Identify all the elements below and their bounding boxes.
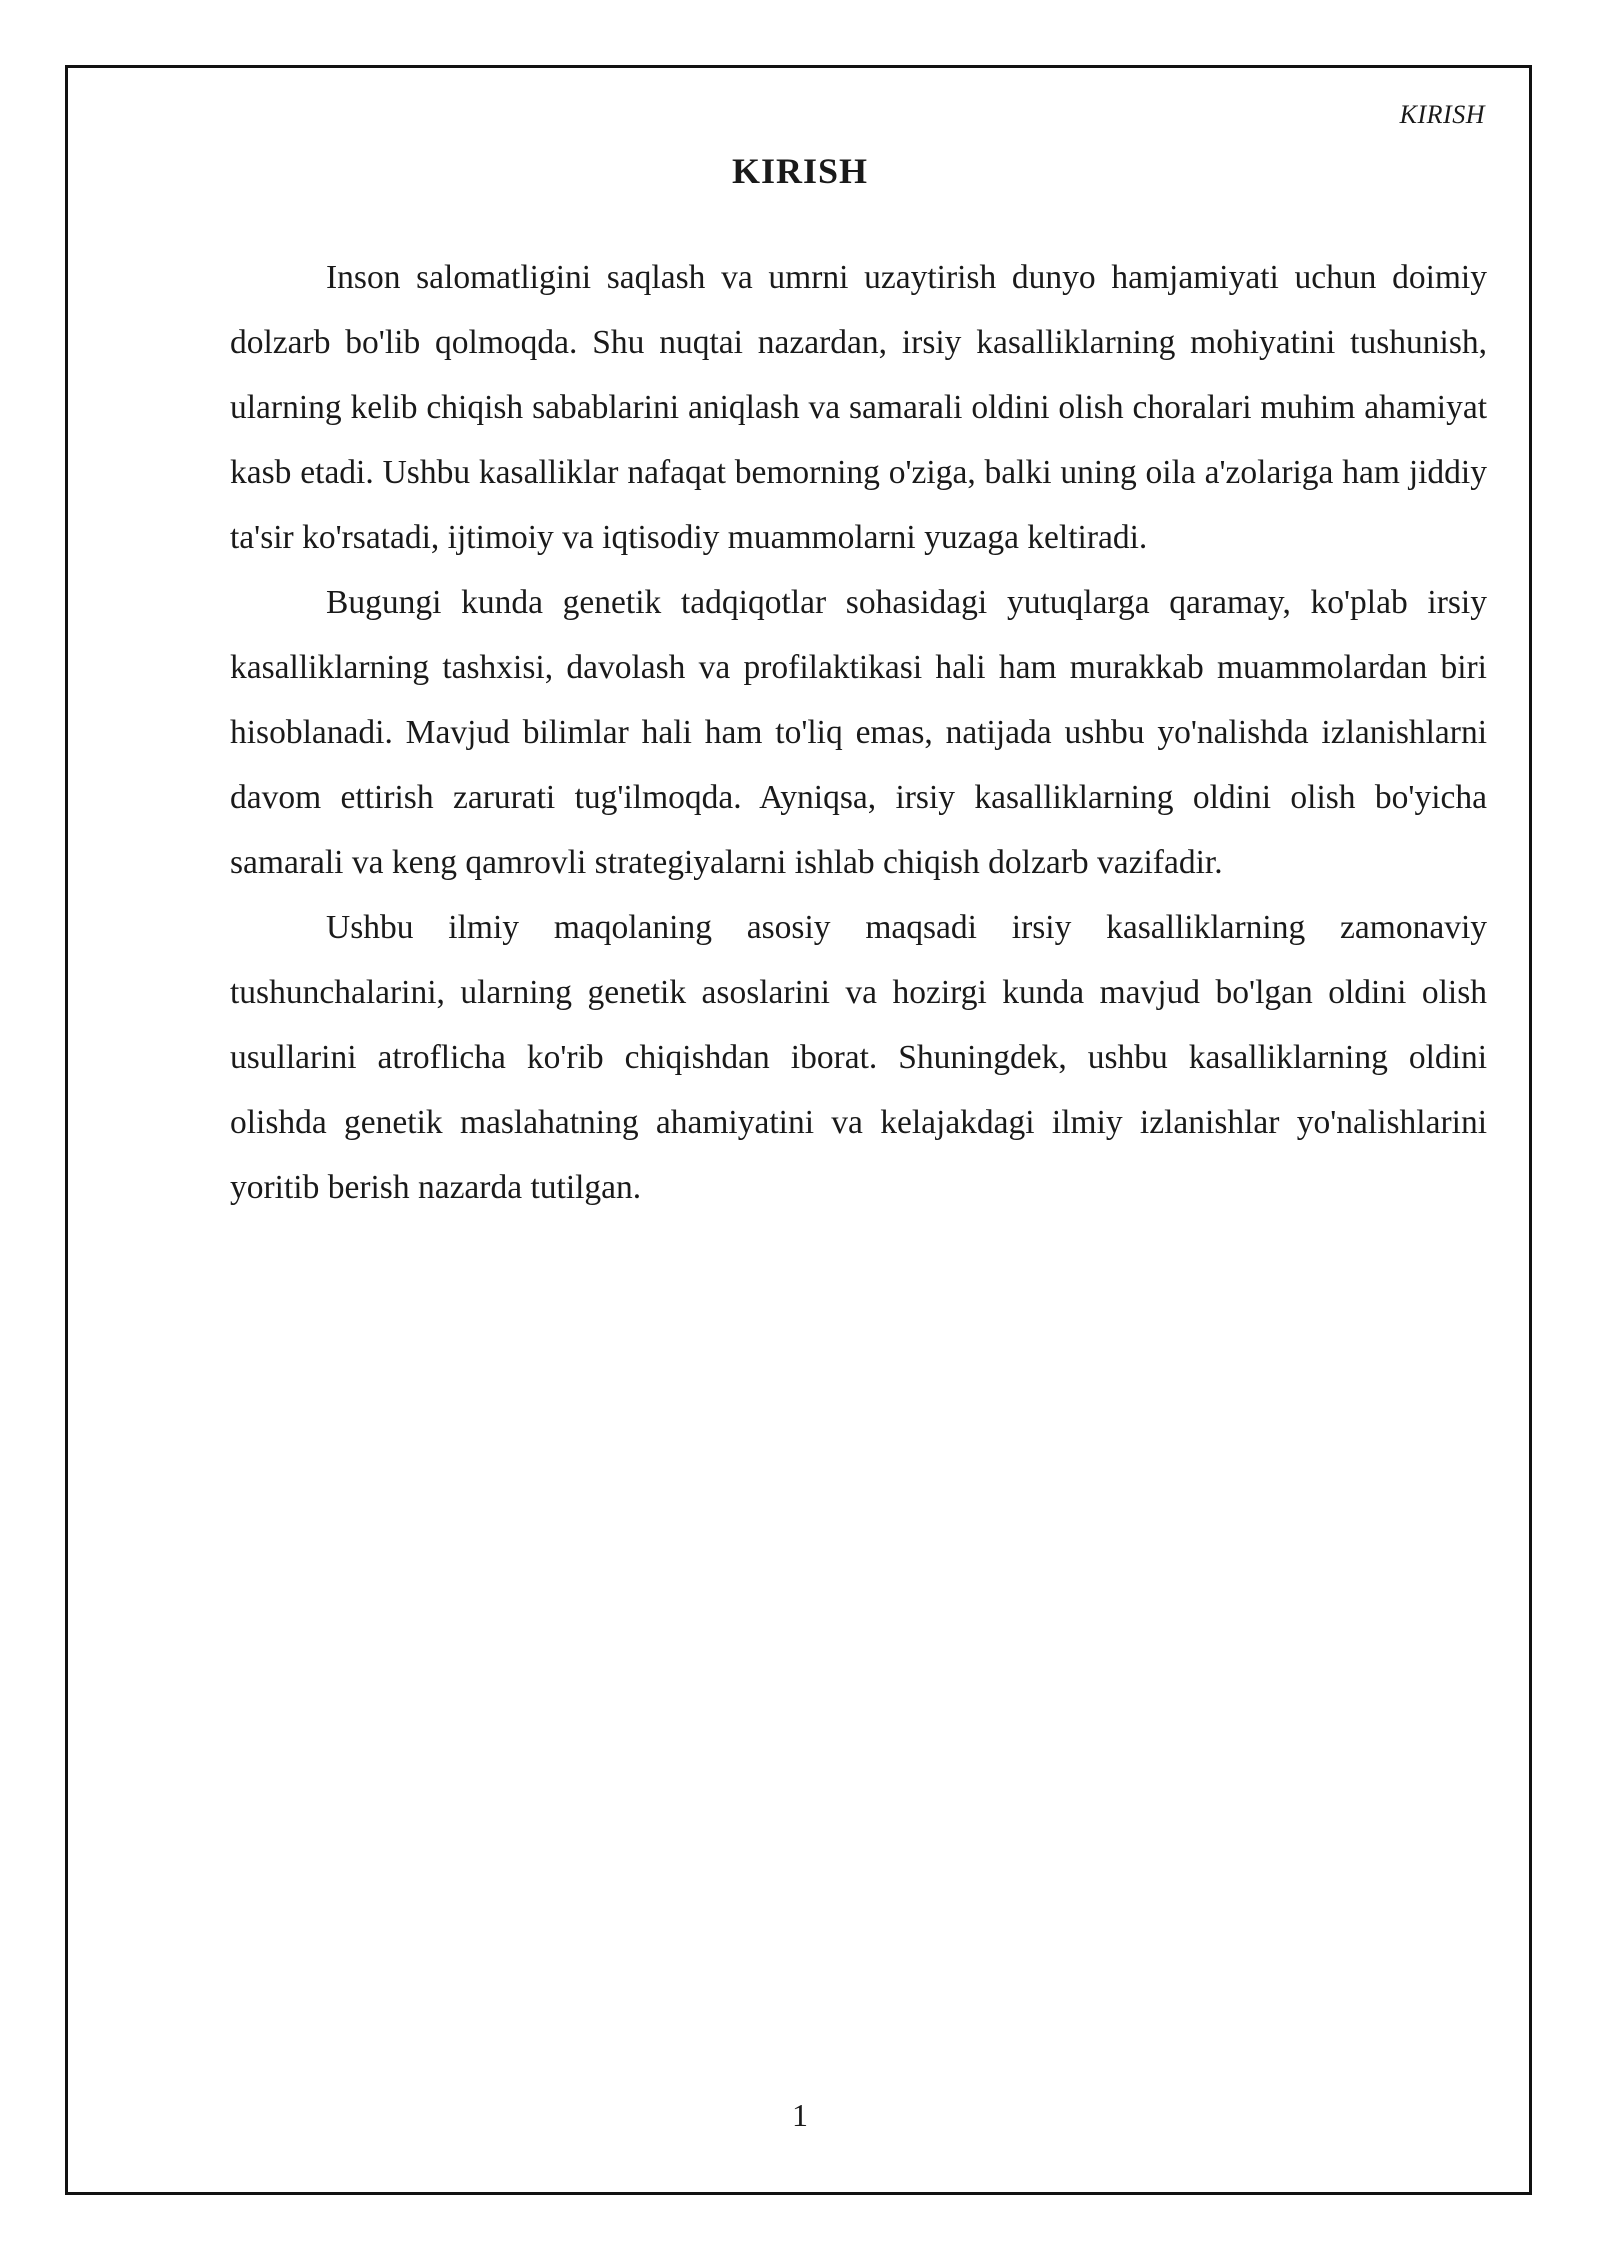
paragraph-2: Bugungi kunda genetik tadqiqotlar sohasidagi yutuqlarga qaramay, ko'plab irsiy kasalliklarning tashxisi, davolash va profilaktikasi hali ham murakkab muammolardan biri hisoblanadi. Mavjud bilimlar hali ham to'liq emas, natijada ushbu yo'nalishda izlanishlarni davom ettirish zarurati tug'ilmoqda. Ayniqsa, irsiy kasalliklarning oldini olish bo'yicha samarali va keng qamrovli strategiyalarni ishlab chiqish dolzarb vazifadir. xyxy=(230,584,1487,881)
page-number: 1 xyxy=(792,2097,808,2133)
paragraph-3: Ushbu ilmiy maqolaning asosiy maqsadi irsiy kasalliklarning zamonaviy tushunchalarini, ularning genetik asoslarini va hozirgi kunda mavjud bo'lgan oldini olish usullarini atroflicha ko'rib chiqishdan iborat. Shuningdek, ushbu kasalliklarning oldini olishda genetik maslahatning ahamiyatini va kelajakdagi ilmiy izlanishlar yo'nalishlarini yoritib berish nazarda tutilgan. xyxy=(230,909,1487,1206)
body-text xyxy=(230,245,1487,1220)
paragraph-1: Inson salomatligini saqlash va umrni uzaytirish dunyo hamjamiyati uchun doimiy dolzarb bo'lib qolmoqda. Shu nuqtai nazardan, irsiy kasalliklarning mohiyatini tushunish, ularning kelib chiqish sabablarini aniqlash va samarali oldini olish choralari muhim ahamiyat kasb etadi. Ushbu kasalliklar nafaqat bemorning o'ziga, balki uning oila a'zolariga ham jiddiy ta'sir ko'rsatadi, ijtimoiy va iqtisodiy muammolarni yuzaga keltiradi. xyxy=(230,259,1487,556)
page-title: KIRISH xyxy=(731,151,869,191)
running-header: KIRISH xyxy=(1399,100,1485,129)
